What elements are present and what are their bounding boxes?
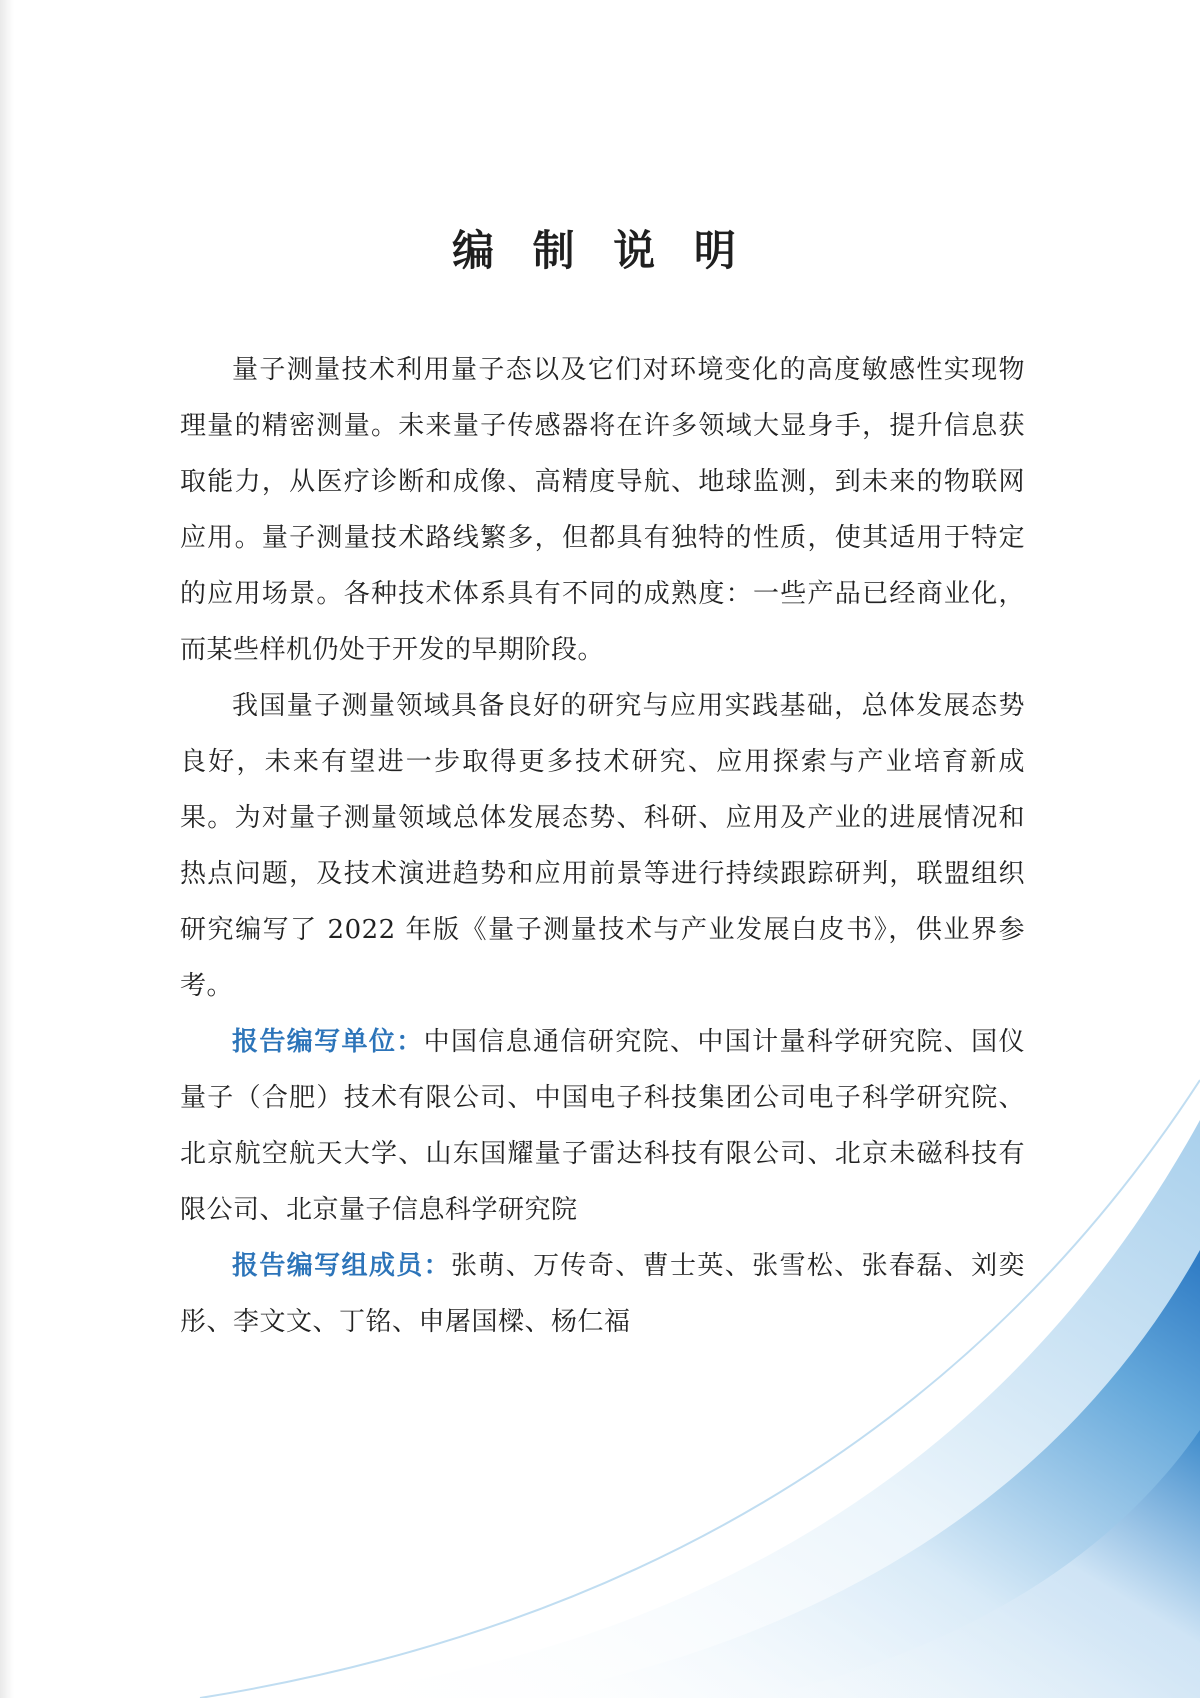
units-paragraph [180, 1014, 1025, 1238]
members-label: 报告编写组成员： [232, 1251, 451, 1281]
intro-paragraph-2: 我国量子测量领域具备良好的研究与应用实践基础，总体发展态势良好，未来有望进一步取得更多技术研究、应用探索与产业培育新成果。为对量子测量领域总体发展态势、科研、应用及产业的进展情况和热点问题，及技术演进趋势和应用前景等进行持续跟踪研判，联盟组织研究编写了 2022 年版《量子测量技术与产业发展白皮书》，供业界参考。 [180, 691, 1025, 1001]
members-text: 张萌、万传奇、曹士英、张雪松、张春磊、刘奕彤、李文文、丁铭、申屠国樑、杨仁福 [180, 1251, 1025, 1337]
members-paragraph [180, 1238, 1025, 1350]
units-label: 报告编写单位： [232, 1027, 424, 1057]
page-title: 编 制 说 明 [452, 226, 748, 275]
units-text: 中国信息通信研究院、中国计量科学研究院、国仪量子（合肥）技术有限公司、中国电子科技集团公司电子科学研究院、北京航空航天大学、山东国耀量子雷达科技有限公司、北京未磁科技有限公司、北京量子信息科学研究院 [180, 1027, 1025, 1225]
body-content [180, 342, 1025, 1350]
intro-paragraph-1: 量子测量技术利用量子态以及它们对环境变化的高度敏感性实现物理量的精密测量。未来量子传感器将在许多领域大显身手，提升信息获取能力，从医疗诊断和成像、高精度导航、地球监测，到未来的物联网应用。量子测量技术路线繁多，但都具有独特的性质，使其适用于特定的应用场景。各种技术体系具有不同的成熟度：一些产品已经商业化，而某些样机仍处于开发的早期阶段。 [180, 355, 1025, 665]
